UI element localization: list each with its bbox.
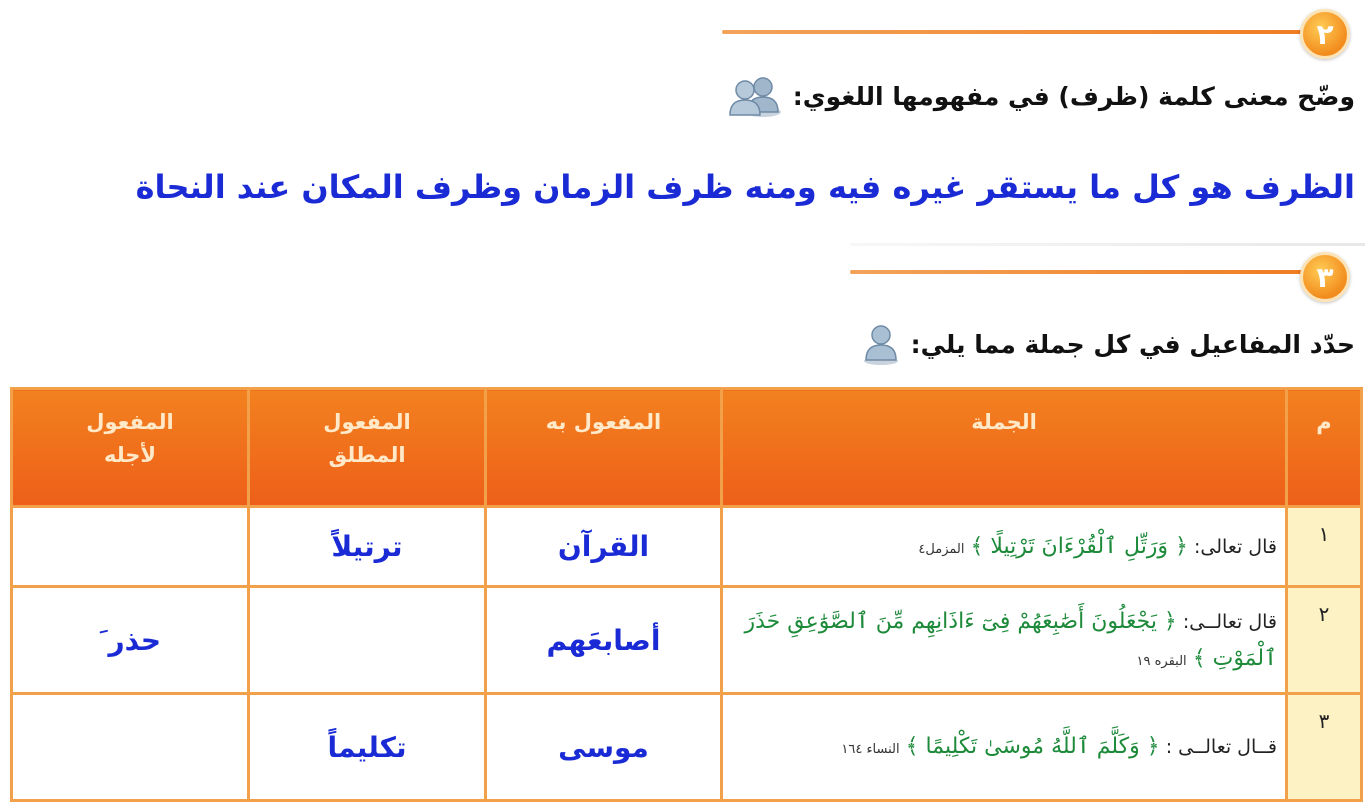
section2-answer: الظرف هو كل ما يستقر غيره فيه ومنه ظرف الزمان وظرف المكان عند النحاة (135, 168, 1355, 206)
section3-question-text: حدّد المفاعيل في كل جملة مما يلي: (910, 329, 1355, 359)
header-purpose-line1: المفعول (86, 410, 174, 434)
absolute-cell (249, 587, 486, 694)
object-cell (486, 587, 722, 694)
purpose-cell (12, 694, 249, 801)
row-number: ٣ (1287, 694, 1362, 801)
objects-table (10, 387, 1363, 802)
header-object: المفعول به (486, 389, 722, 507)
section2-divider-line (722, 30, 1306, 34)
separator-line (850, 243, 1365, 246)
verse-source: البقره ١٩ (1136, 654, 1187, 669)
section3-question (861, 322, 1355, 366)
row-sentence (722, 694, 1287, 801)
header-absolute-object (249, 389, 486, 507)
verse-source: المزمل٤ (918, 541, 965, 557)
absolute-cell (249, 694, 486, 801)
section3-number-badge: ٣ (1300, 252, 1350, 302)
header-purpose-line2: لأجله (103, 442, 157, 467)
purpose-answer: حذر َ (98, 623, 162, 657)
header-m: م (1287, 389, 1362, 507)
header-sentence: الجملة (722, 389, 1287, 507)
sentence-prefix: قــال تعالــى : (1165, 736, 1277, 759)
table-row (12, 587, 1362, 694)
sentence-prefix: قال تعالــى: (1182, 610, 1277, 633)
section2-question-text: وضّح معنى كلمة (ظرف) في مفهومها اللغوي: (792, 81, 1355, 111)
header-purpose-object (12, 389, 249, 507)
object-answer: القرآن (557, 530, 650, 563)
object-answer: أصابعَهم (546, 623, 661, 657)
object-cell (486, 694, 722, 801)
row-sentence (722, 507, 1287, 587)
row-number: ٢ (1287, 587, 1362, 694)
two-people-icon (723, 74, 783, 118)
purpose-cell (12, 587, 249, 694)
quran-verse: ﴿ وَرَتِّلِ ٱلْقُرْءَانَ تَرْتِيلًا ﴾ (970, 533, 1188, 559)
object-answer: موسى (558, 730, 649, 764)
absolute-answer: تكليماً (327, 730, 407, 764)
header-absolute-line1: المفعول (323, 410, 411, 434)
quran-verse: ﴿ يَجْعَلُونَ أَصَٰبِعَهُمْ فِىٓ ءَاذَانِهِم مِّنَ ٱلصَّوَٰعِقِ حَذَرَ ٱلْمَوْتِ ﴾ (744, 608, 1277, 671)
verse-source: النساء ١٦٤ (841, 742, 900, 758)
row-number: ١ (1287, 507, 1362, 587)
header-absolute-line2: المطلق (328, 442, 406, 467)
table-header-row (12, 389, 1362, 507)
quran-verse: ﴿ وَكَلَّمَ ٱللَّهُ مُوسَىٰ تَكْلِيمًا ﴾ (905, 734, 1160, 760)
absolute-cell (249, 507, 486, 587)
table-row (12, 694, 1362, 801)
section3-divider-line (850, 270, 1305, 274)
person-icon (861, 322, 901, 366)
sentence-prefix: قال تعالى: (1194, 535, 1277, 558)
absolute-answer: ترتيلاً (331, 530, 403, 563)
section2-number-badge: ٢ (1300, 9, 1350, 59)
table-row (12, 507, 1362, 587)
object-cell (486, 507, 722, 587)
section2-question (723, 74, 1355, 118)
purpose-cell (12, 507, 249, 587)
row-sentence (722, 587, 1287, 694)
